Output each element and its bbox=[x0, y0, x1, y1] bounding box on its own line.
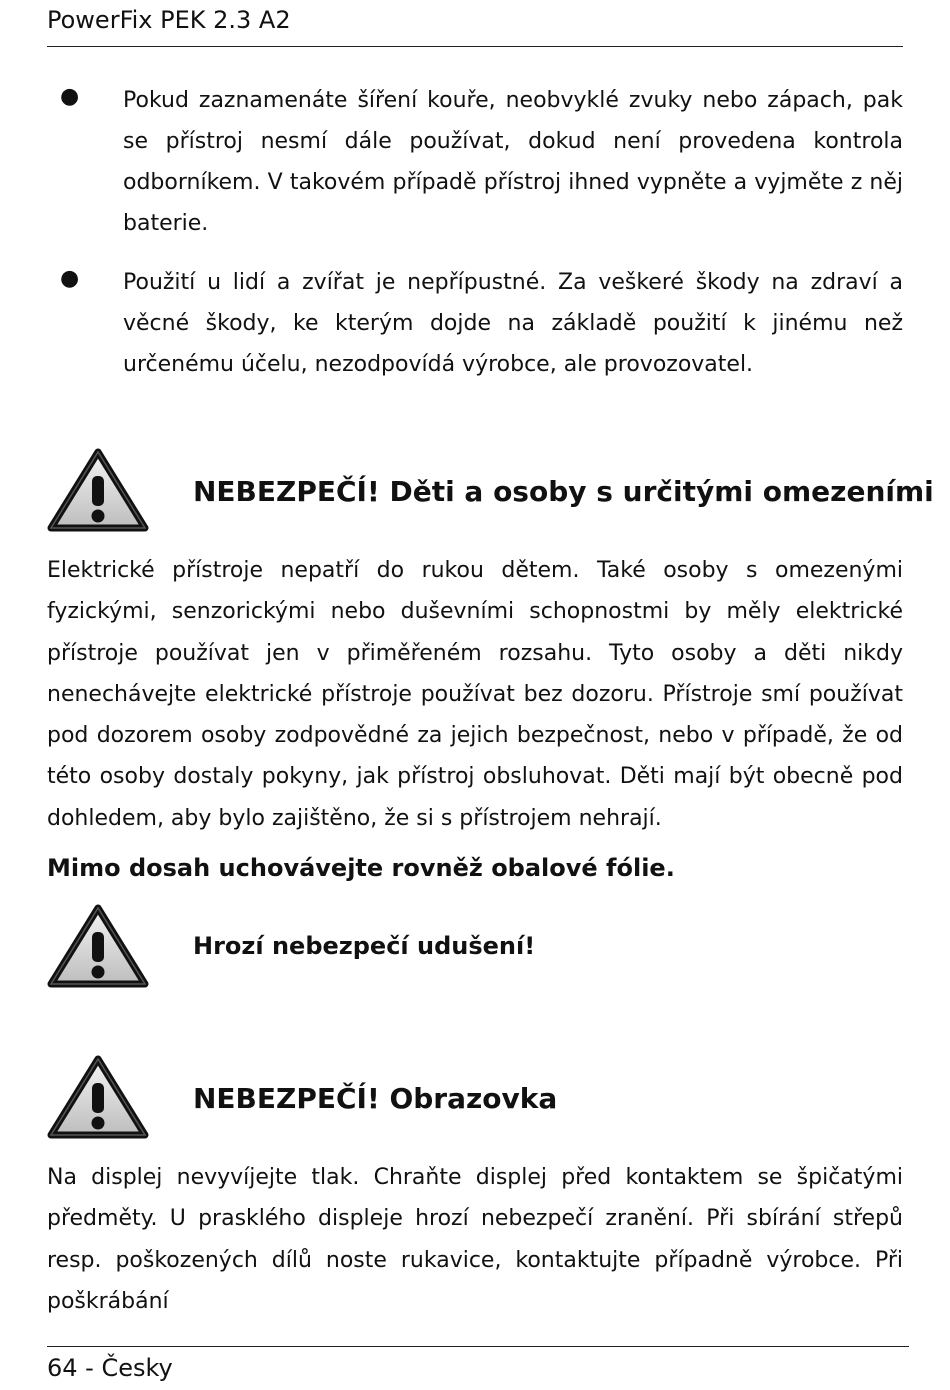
bullet-marker: ● bbox=[60, 84, 80, 109]
page-footer-label: 64 - Česky bbox=[47, 1354, 173, 1382]
section-title-children: NEBEZPEČÍ! Děti a osoby s určitými omezeními bbox=[193, 475, 934, 508]
bullet-marker: ● bbox=[60, 266, 80, 291]
page-header-title: PowerFix PEK 2.3 A2 bbox=[47, 6, 291, 34]
section-title-suffocation: Hrozí nebezpečí udušení! bbox=[193, 932, 536, 960]
section-body-screen: Na displej nevyvíjejte tlak. Chraňte displej před kontaktem se špičatými předměty. U prasklého displeje hrozí nebezpečí zranění. Při sbírání střepů resp. poškozených dílů noste rukavice, kontaktujte případně výrobce. Při poškrábání bbox=[47, 1165, 903, 1314]
warning-triangle-icon bbox=[47, 1055, 149, 1139]
section-body-children: Elektrické přístroje nepatří do rukou dětem. Také osoby s omezenými fyzickými, senzorickými nebo duševními schopnostmi by měly elektrické přístroje používat jen v přiměřeném rozsahu. Tyto osoby a děti nikdy nenechávejte elektrické přístroje používat bez dozoru. Přístroje smí používat pod dozorem osoby zodpovědné za jejich bezpečnost, nebo v případě, že od této osoby dostaly pokyny, jak přístroj obsluhovat. Děti mají být obecně pod dohledem, aby bylo zajištěno, že si s přístrojem nehrají. bbox=[47, 558, 903, 831]
section-title-screen: NEBEZPEČÍ! Obrazovka bbox=[193, 1082, 558, 1115]
packaging-foil-note: Mimo dosah uchovávejte rovněž obalové fólie. bbox=[47, 854, 675, 882]
bullet-text-smoke: Pokud zaznamenáte šíření kouře, neobvyklé zvuky nebo zápach, pak se přístroj nesmí dále používat, dokud není provedena kontrola odborníkem. V takovém případě přístroj ihned vypněte a vyjměte z něj baterie. bbox=[123, 88, 903, 236]
header-divider bbox=[47, 46, 903, 47]
footer-divider bbox=[47, 1346, 909, 1347]
warning-triangle-icon bbox=[47, 904, 149, 988]
warning-triangle-icon bbox=[47, 448, 149, 532]
bullet-text-usage: Použití u lidí a zvířat je nepřípustné. Za veškeré škody na zdraví a věcné škody, ke kterým dojde na základě použití k jinému než určenému účelu, nezodpovídá výrobce, ale provozovatel. bbox=[123, 270, 903, 377]
